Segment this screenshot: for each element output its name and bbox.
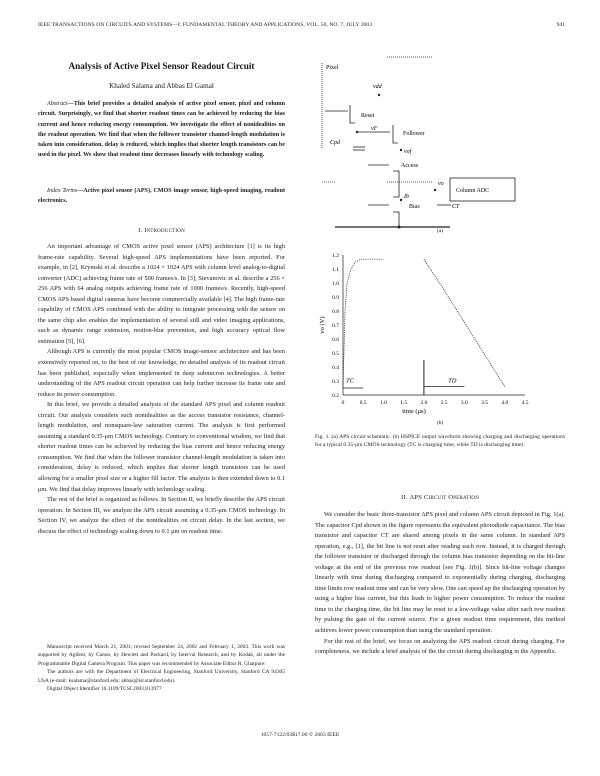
x-tick-label: 1.5 bbox=[400, 400, 408, 406]
footnote: The authors are with the Department of Electrical Engineering, Stanford University, Stanford CA 94305 USA (e-mail: ksalama@stanford.edu; abbas@isl.stanford.edu). bbox=[38, 669, 285, 684]
paragraph: An important advantage of CMOS active pixel sensor (APS) architecture [1] is its high frame-rate capability. Several high-speed APS implementations have been reported. For example, in [2], Krymski et al. describe a 1024 × 1024 APS with column level analog-to-digital converter (ADC) achieving frame rate of 500 frames/s. In [3], Stevanovic et al. describe a 256 × 256 APS with 64 analog outputs achieving frame rate of 1000 frames/s. Recently, high-speed CMOS APS based digital cameras have become commercially available [4]. The high frame-rate capability of CMOS APS combined with the ability to integrate processing with the sensor on the same chip also enables the implementation of several still and video imaging applications, such as dynamic range extension, motion-blur prevention, and high accuracy optical flow estimation [5], [6]. bbox=[38, 243, 285, 345]
x-tick-label: 3.0 bbox=[460, 400, 468, 406]
label-follower: Follower bbox=[403, 131, 425, 137]
y-tick-label: 0.5 bbox=[332, 351, 339, 357]
label-cpd: Cpd bbox=[330, 140, 341, 146]
section-title: APS Circuit Operation bbox=[409, 494, 480, 501]
y-axis-label: vo (V) bbox=[319, 316, 326, 334]
section-heading-aps-circuit-operation bbox=[315, 494, 565, 501]
y-tick-label: 0.8 bbox=[332, 309, 339, 315]
section-number: II. bbox=[400, 494, 408, 501]
label-access: Access bbox=[401, 163, 418, 169]
label-ct: CT bbox=[452, 204, 460, 210]
label-reset: Reset bbox=[361, 113, 375, 119]
label-vof: vof bbox=[404, 149, 412, 155]
y-tick-label: 1.2 bbox=[332, 253, 339, 259]
annotation-td: TD bbox=[448, 377, 457, 385]
paragraph: In this brief, we provide a detailed analysis of the standard APS pixel and column readout circuit. Our analysis considers such nonidealities as the access transistor resistance, channel-length modulation, and nonsquare-law saturation current. The analysis is first performed assuming a standard 0.35-μm CMOS technology. Contrary to conventional wisdom, we find that shorter readout times can be achieved by reducing the bias current and hence reducing energy consumption. We find that when the follower transistor channel-length modulation is taken into consideration, delay is reduced, which implies that shorter length transistors can be used allowing for a smaller pixel size or a higher fill factor. The analysis is then extended down to 0.1 μm. We find that delay improves linearly with technology scaling. bbox=[38, 401, 285, 493]
y-tick-label: 0.4 bbox=[332, 365, 339, 371]
label-ib: Ib bbox=[404, 194, 409, 200]
paper-title: Analysis of Active Pixel Sensor Readout Circuit bbox=[68, 61, 255, 71]
label-bias: Bias bbox=[409, 204, 420, 210]
section2-body bbox=[315, 510, 565, 658]
paragraph: The rest of the brief is organized as follows. In Section II, we briefly describe the APS circuit operation. In Section III, we analyze the APS circuit assuming a 0.35-μm CMOS technology. In Section IV, we analyze the effect of the nonidealities on circuit delay. In the last section, we discuss the effect of technology scaling down to 0.1 μm on readout time. bbox=[38, 496, 285, 535]
page-number: 941 bbox=[556, 22, 565, 28]
index-terms-text: —Active pixel sensor (APS), CMOS image sensor, high-speed imaging, readout electronics. bbox=[38, 188, 285, 205]
annotation-tc: TC bbox=[346, 377, 354, 385]
index-terms bbox=[38, 186, 285, 207]
section-number: I. bbox=[138, 227, 143, 234]
x-tick-label: 2.5 bbox=[440, 400, 448, 406]
subfigure-label-b: (b) bbox=[436, 420, 444, 426]
series-charging bbox=[343, 259, 383, 388]
y-tick-label: 0.2 bbox=[332, 393, 339, 399]
introduction-body bbox=[38, 242, 285, 537]
label-vf: vF bbox=[371, 126, 378, 132]
journal-name: IEEE TRANSACTIONS ON CIRCUITS AND SYSTEMS—I: FUNDAMENTAL THEORY AND APPLICATIONS, VOL. 50, NO. 7, JULY 2003 bbox=[38, 22, 373, 28]
x-tick-label: 2.0 bbox=[420, 400, 428, 406]
section-title: Introduction bbox=[144, 227, 185, 234]
y-tick-label: 0.3 bbox=[332, 379, 339, 385]
label-column-adc: Column ADC bbox=[456, 188, 490, 194]
y-tick-label: 1.1 bbox=[332, 267, 339, 273]
y-tick-label: 0.9 bbox=[332, 295, 339, 301]
y-tick-label: 1.0 bbox=[332, 281, 339, 287]
authors: Khaled Salama and Abbas El Gamal bbox=[109, 82, 214, 90]
x-axis-label: time (μs) bbox=[402, 408, 426, 415]
circuit-schematic bbox=[315, 55, 565, 230]
index-terms-label: Index Terms bbox=[47, 188, 78, 194]
label-vdd: vdd bbox=[373, 84, 382, 90]
x-tick-label: 0 bbox=[341, 400, 345, 406]
running-header bbox=[38, 22, 565, 28]
paragraph: Although APS is currently the most popular CMOS image-sensor architecture and has been extensively reported on, to the best of our knowledge, no detailed analysis of its readout circuit has been published, especially when implemented in deep submicron technologies. A better understanding of the APS readout circuit operation can help further increase its frame rate and reduce its power consumption. bbox=[38, 348, 285, 398]
section-heading-introduction bbox=[38, 227, 285, 234]
x-tick-label: 0.5 bbox=[359, 400, 367, 406]
label-pixel: Pixel bbox=[326, 65, 339, 71]
abstract bbox=[38, 99, 285, 161]
label-vo: vo bbox=[438, 181, 444, 187]
waveform-plot bbox=[315, 245, 565, 425]
paragraph: For the rest of the brief, we focus on analyzing the APS readout circuit during charging. For completeness, we include a brief analysis of the the circuit during discharging in the Appendix. bbox=[315, 637, 565, 656]
abstract-text: —This brief provides a detailed analysis of active pixel sensor, pixel and column circuit. Surprisingly, we find that shorter readout times can be achieved by reducing the bias current and hence reducing energy consumption. We investigate the effect of nonidealities on the readout operation. We find that when the follower transistor channel-length modulation is taken into consideration, delay is reduced, which implies that shorter length transistors can be used in the pixel. We show that readout time decreases linearly with technology scaling. bbox=[38, 101, 285, 159]
subfigure-label-a: (a) bbox=[436, 228, 444, 234]
copyright-line: 1057-7122/03$17.00 © 2003 IEEE bbox=[260, 732, 340, 738]
footnotes bbox=[38, 643, 285, 693]
footnote: Manuscript received March 21, 2001; revised September 24, 2002 and February 1, 2003. This work was supported by Agilent, by Canon, by Hewlett and Packard, by Interval Research, and by Kodak, all under the Programmable Digital Camera Program. This paper was recommended by Associate Editor R. Ghatpure. bbox=[38, 644, 285, 667]
y-tick-label: 0.7 bbox=[332, 323, 339, 329]
y-tick-label: 0.6 bbox=[332, 337, 339, 343]
series-discharging bbox=[424, 259, 505, 386]
x-tick-label: 1.0 bbox=[380, 400, 387, 406]
abstract-label: Abstract bbox=[47, 101, 68, 107]
x-tick-label: 3.5 bbox=[481, 400, 488, 406]
x-tick-label: 4.0 bbox=[501, 400, 509, 406]
footnote-doi: Digital Object Identifier 10.1109/TCSI.2003.813977 bbox=[47, 686, 162, 693]
paragraph: We consider the basic three-transistor APS pixel and column APS circuit depicted in Fig. 1(a). The capacitor Cpd shown in the figure represents the equivalent photodiode capacitance. The bias transistor and capacitor CT are shared among pixels in the same column. In standard APS operation, e.g., [1], the bit line is not reset after reading each row. Instead, it is charged through the follower transistor or discharged through the column bias transistor depending on the bit-line voltage at the end of the previous row readout [see Fig. 1(b)]. Since bit-line voltage changes linearly with time during discharging compared to exponentially during charging, discharging time limits row readout time and can be very slow. One can speed up the discharging operation by using a higher bias current, but this leads to higher power consumption. To reduce the readout time to the charging time, the bit line may be reset to a low-voltage value after each row readout by pulsing the gate of the current source. For a given readout time requirement, this method achieves lower power consumption than using the standard operation. bbox=[315, 511, 565, 635]
x-tick-label: 4.5 bbox=[521, 400, 529, 406]
figure-caption: Fig. 1. (a) APS circuit schematic. (b) HSPICE output waveform showing charging and discharging operations for a typical 0.35-μm CMOS technology (TC is charging time, while TD is discharging time). bbox=[315, 434, 565, 449]
